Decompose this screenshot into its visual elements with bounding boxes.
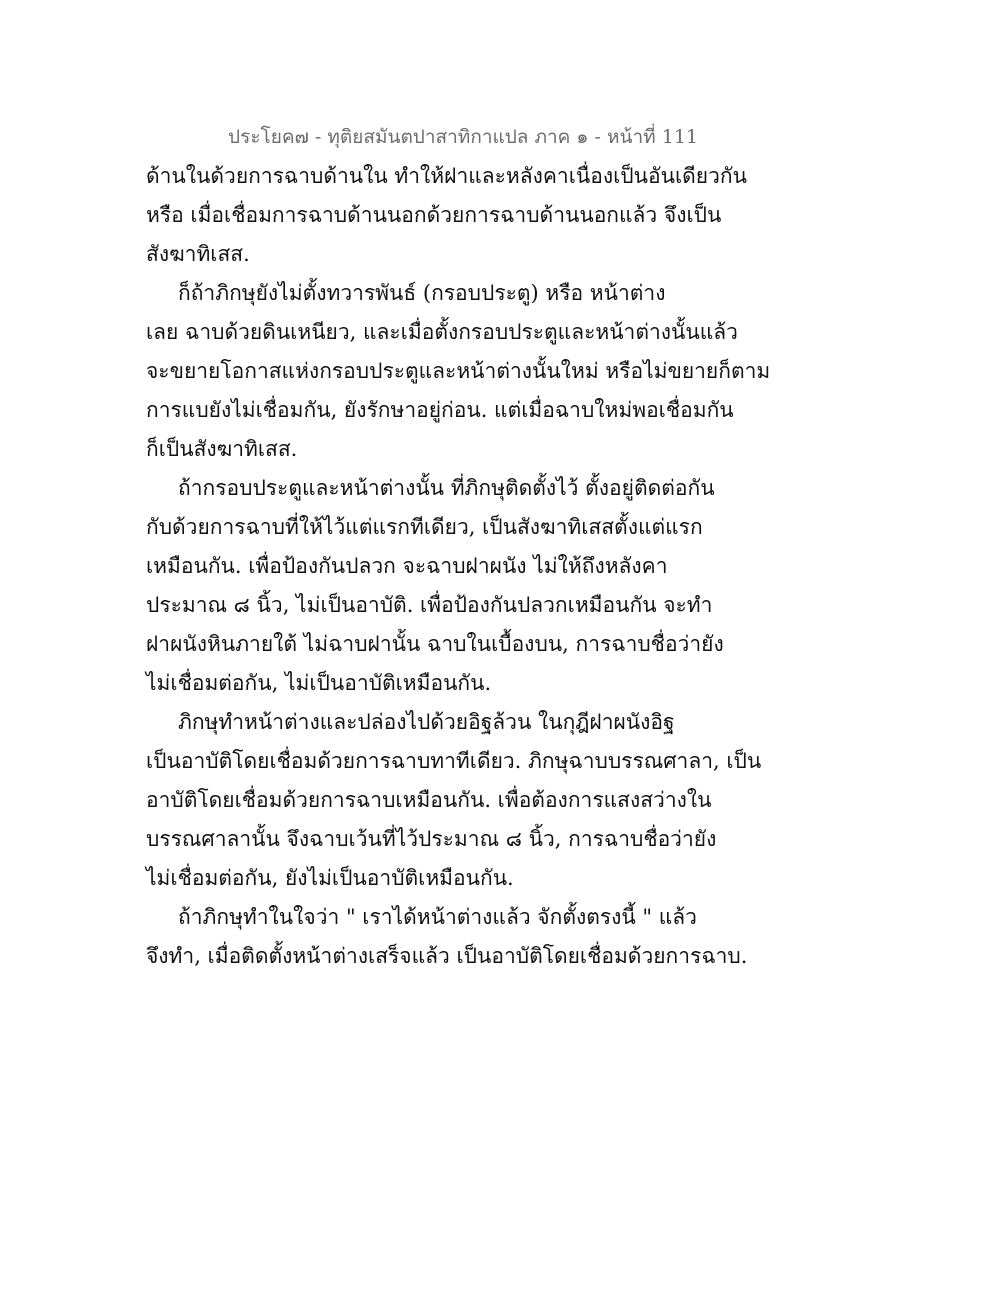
- body-text: [146, 157, 771, 976]
- text-line: เป็นอาบัติโดยเชื่อมด้วยการฉาบทาทีเดียว. ภิกษุฉาบบรรณศาลา, เป็น: [146, 749, 762, 773]
- text-line: ด้านในด้วยการฉาบด้านใน ทำให้ฝาและหลังคาเนื่องเป็นอันเดียวกัน: [146, 164, 747, 188]
- text-line: จึงทำ, เมื่อติดตั้งหน้าต่างเสร็จแล้ว เป็นอาบัติโดยเชื่อมด้วยการฉาบ.: [146, 944, 748, 968]
- page-header: ประโยค๗ - ทุติยสมันตปาสาทิกาแปล ภาค ๑ - หน้าที่ 111: [228, 126, 698, 148]
- text-line: จะขยายโอกาสแห่งกรอบประตูและหน้าต่างนั้นใหม่ หรือไม่ขยายก็ตาม: [146, 359, 771, 383]
- paragraph-first-line: ถ้าภิกษุทำในใจว่า " เราได้หน้าต่างแล้ว จักตั้งตรงนี้ " แล้ว: [178, 905, 697, 929]
- text-line: ประมาณ ๘ นิ้ว, ไม่เป็นอาบัติ. เพื่อป้องกันปลวกเหมือนกัน จะทำ: [146, 593, 713, 617]
- text-line: เลย ฉาบด้วยดินเหนียว, และเมื่อตั้งกรอบประตูและหน้าต่างนั้นแล้ว: [146, 320, 738, 344]
- text-line: ไม่เชื่อมต่อกัน, ยังไม่เป็นอาบัติเหมือนกัน.: [146, 866, 514, 890]
- text-line: ก็เป็นสังฆาทิเสส.: [146, 437, 298, 461]
- text-line: กับด้วยการฉาบที่ให้ไว้แต่แรกทีเดียว, เป็นสังฆาทิเสสตั้งแต่แรก: [146, 515, 703, 539]
- paragraph-first-line: ภิกษุทำหน้าต่างและปล่องไปด้วยอิฐล้วน ในกุฎีฝาผนังอิฐ: [178, 710, 675, 734]
- paragraph-first-line: ก็ถ้าภิกษุยังไม่ตั้งทวารพันธ์ (กรอบประตู) หรือ หน้าต่าง: [178, 281, 666, 305]
- text-line: สังฆาทิเสส.: [146, 242, 250, 266]
- text-line: เหมือนกัน. เพื่อป้องกันปลวก จะฉาบฝาผนัง ไม่ให้ถึงหลังคา: [146, 554, 668, 578]
- paragraph-first-line: ถ้ากรอบประตูและหน้าต่างนั้น ที่ภิกษุติดตั้งไว้ ตั้งอยู่ติดต่อกัน: [178, 476, 715, 500]
- text-line: การแบยังไม่เชื่อมกัน, ยังรักษาอยู่ก่อน. แต่เมื่อฉาบใหม่พอเชื่อมกัน: [146, 398, 734, 422]
- text-line: อาบัติโดยเชื่อมด้วยการฉาบเหมือนกัน. เพื่อต้องการแสงสว่างใน: [146, 788, 712, 812]
- text-line: บรรณศาลานั้น จึงฉาบเว้นที่ไว้ประมาณ ๘ นิ้ว, การฉาบชื่อว่ายัง: [146, 827, 717, 851]
- text-line: ฝาผนังหินภายใต้ ไม่ฉาบฝานั้น ฉาบในเบื้องบน, การฉาบชื่อว่ายัง: [146, 632, 724, 656]
- text-line: ไม่เชื่อมต่อกัน, ไม่เป็นอาบัติเหมือนกัน.: [146, 671, 492, 695]
- text-line: หรือ เมื่อเชื่อมการฉาบด้านนอกด้วยการฉาบด้านนอกแล้ว จึงเป็น: [146, 203, 722, 227]
